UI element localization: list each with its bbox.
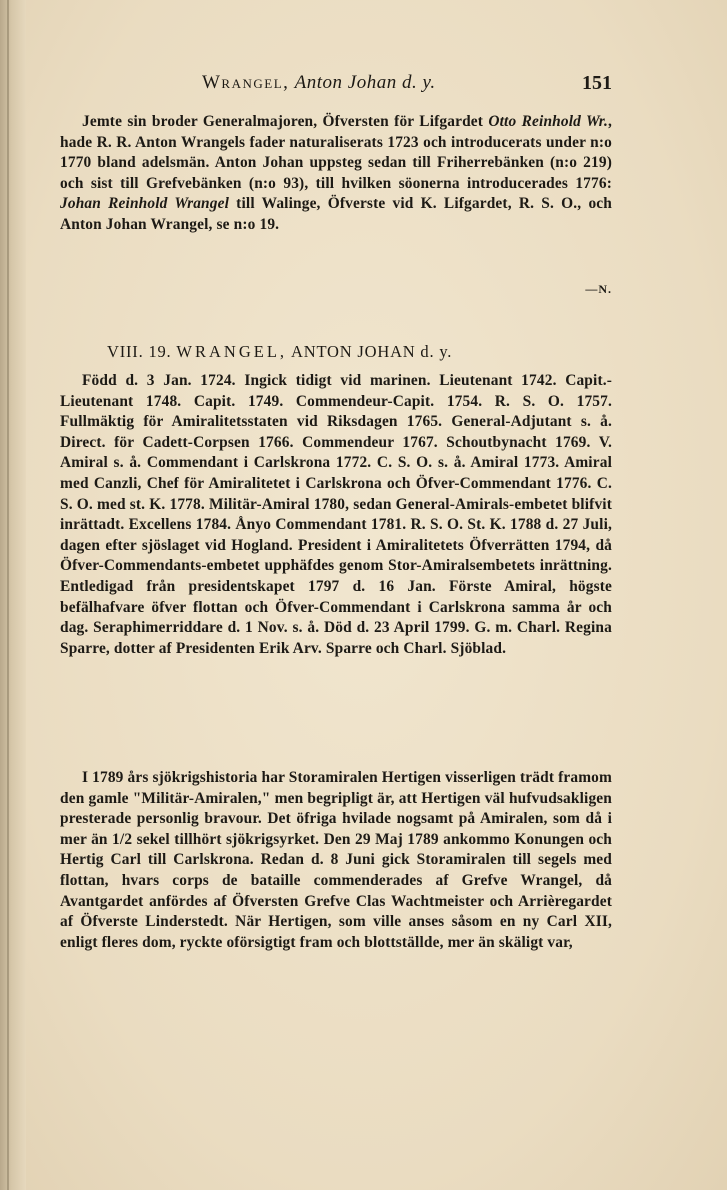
entry-given-name: ANTON JOHAN d. y. <box>291 342 453 361</box>
intro-text-3: till Walinge, Öfverste vid K. Lifgardet, R. S. O., och Anton Johan Wrangel, se n:o 19. <box>60 195 612 233</box>
author-signature: —N. <box>585 282 612 296</box>
history-paragraph: I 1789 års sjökrigshistoria har Storamiralen Hertigen visserligen trädt framom den gamle "Militär-Amiralen," men begripligt är, att Hertigen väl hufvudsakligen presterade personlig bravour. Det öfriga hvilade nogsamt på Amiralen, som då i mer än 1/2 sekel tillhört sjökrigsyrket. Den 29 Maj 1789 ankommo Konungen och Hertig Carl till Carlskrona. Redan d. 8 Juni gick Storamiralen till segels med flottan, hvars corps de bataille commenderades af Grefve Wrangel, då Avantgardet anfördes af Öfversten Grefve Clas Wachtmeister och Arrièregardet af Öfverste Linderstedt. När Hertigen, som ville anses såsom en ny Carl XII, enligt fleres dom, ryckte oförsigtigt fram och blottställde, mer än skäligt var, <box>60 769 612 951</box>
running-head-surname: Wrangel, <box>202 72 290 93</box>
intro-paragraph <box>60 112 612 236</box>
book-spine-shadow <box>0 0 26 1190</box>
running-head-title <box>202 72 436 94</box>
spine-line <box>7 0 9 1190</box>
entry-heading <box>107 342 452 362</box>
page-number: 151 <box>582 72 612 94</box>
intro-name-johan: Johan Reinhold Wrangel <box>60 195 230 213</box>
entry-number: VIII. 19. <box>107 342 172 361</box>
entry-surname: WRANGEL, <box>176 342 288 361</box>
biography-paragraph: Född d. 3 Jan. 1724. Ingick tidigt vid marinen. Lieutenant 1742. Capit.-Lieutenant 1748. Capit. 1749. Commendeur-Capit. 1754. R. S. O. 1757. Fullmäktig för Amiralitetsstaten vid Riksdagen 1765. General-Adjutant s. å. Direct. för Cadett-Corpsen 1766. Commendeur 1767. Schoutbynacht 1769. V. Amiral s. å. Commendant i Carlskrona 1772. C. S. O. s. å. Amiral 1773. Amiral med Canzli, Chef för Amiralitetet i Carlskrona och Öfver-Commendant 1776. C. S. O. med st. K. 1778. Militär-Amiral 1780, sedan General-Amirals-embetet blifvit inrättadt. Excellens 1784. Ånyo Commendant 1781. R. S. O. St. K. 1788 d. 27 Juli, dagen efter sjöslaget vid Hogland. President i Amiralitetets Öfverrätten 1794, då Öfver-Commendants-embetet upphäfdes genom Stor-Amiralsembetets inrättning. Entledigad från presidentskapet 1797 d. 16 Jan. Förste Amiral, högste befälhafvare öfver flottan och Öfver-Commendant i Carlskrona samma år och dag. Seraphimerriddare d. 1 Nov. s. å. Död d. 23 April 1799. G. m. Charl. Regina Sparre, dotter af Presidenten Erik Arv. Sparre och Charl. Sjöblad. <box>60 372 612 657</box>
intro-text-2: , hade R. R. Anton Wrangels fader naturaliserats 1723 och introducerats under n:o 1770 bland adelsmän. Anton Johan uppsteg sedan till Friherrebänken (n:o 219) och sist till Grefvebänken (n:o 93), till hvilken söonerna introducerades 1776: <box>60 113 612 192</box>
intro-name-otto: Otto Reinhold Wr. <box>488 113 608 130</box>
intro-text-1: Jemte sin broder Generalmajoren, Öfversten för Lifgardet <box>82 113 489 130</box>
running-header <box>60 72 612 102</box>
running-head-name: Anton Johan d. y. <box>294 72 436 93</box>
